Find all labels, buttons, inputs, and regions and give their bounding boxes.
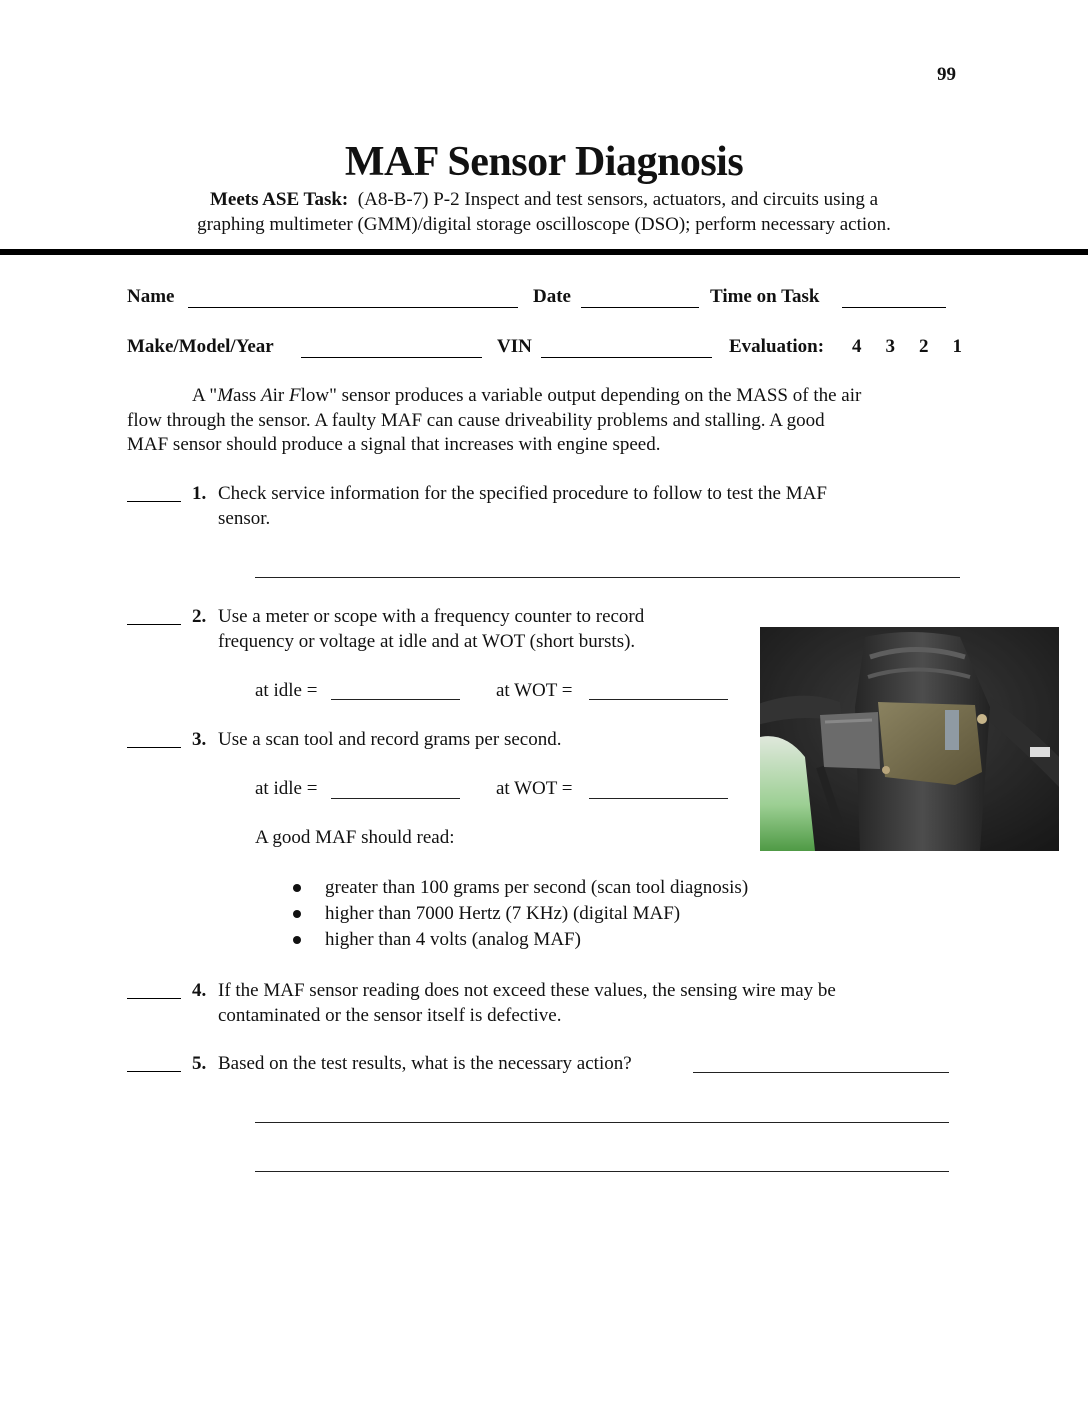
time-on-task-input[interactable]	[842, 287, 946, 308]
bullet-icon	[293, 936, 301, 944]
evaluation-label: Evaluation:	[729, 336, 825, 357]
evaluation-scores	[852, 336, 962, 358]
ase-task-line1: (A8-B-7) P-2 Inspect and test sensors, actuators, and circuits using a	[357, 189, 879, 210]
step-2-idle-label: at idle =	[255, 680, 318, 701]
bullet-icon	[293, 910, 301, 918]
ase-task-line2: graphing multimeter (GMM)/digital storage oscilloscope (DSO); perform necessary action.	[197, 214, 891, 235]
evaluation-score-4[interactable]: 4	[852, 336, 862, 357]
ase-task-label: Meets ASE Task:	[209, 189, 349, 210]
step-1-check-blank[interactable]	[127, 485, 181, 502]
step-5-text: Based on the test results, what is the necessary action?	[218, 1053, 632, 1074]
step-5-number: 5.	[192, 1053, 207, 1074]
step-5-answer-line-2[interactable]	[255, 1122, 949, 1123]
good-maf-list	[255, 875, 875, 953]
make-model-year-input[interactable]	[301, 337, 482, 358]
step-5-answer-line-1[interactable]	[693, 1072, 949, 1073]
step-3-wot-input[interactable]	[589, 798, 728, 799]
maf-sensor-photo	[760, 627, 1059, 851]
step-2-check-blank[interactable]	[127, 608, 181, 625]
good-maf-bullet: higher than 4 volts (analog MAF)	[255, 927, 875, 953]
vin-label: VIN	[497, 336, 532, 357]
maf-sensor-image	[760, 627, 1059, 851]
intro-line1: A "Mass Air Flow" sensor produces a variable output depending on the MASS of the air	[192, 385, 862, 406]
step-3-wot-label: at WOT =	[496, 778, 573, 799]
name-input[interactable]	[188, 287, 518, 308]
step-2-wot-label: at WOT =	[496, 680, 573, 701]
intro-line3: MAF sensor should produce a signal that increases with engine speed.	[127, 434, 661, 455]
vin-input[interactable]	[541, 337, 712, 358]
evaluation-score-2[interactable]: 2	[919, 336, 929, 357]
step-5-check-blank[interactable]	[127, 1055, 181, 1072]
step-1-answer-line[interactable]	[255, 577, 960, 578]
step-1-text: Check service information for the specified procedure to follow to test the MAF sensor.	[218, 483, 827, 529]
page-number: 99	[937, 64, 956, 85]
step-3-idle-input[interactable]	[331, 798, 460, 799]
time-on-task-label: Time on Task	[710, 286, 820, 307]
make-model-year-label: Make/Model/Year	[127, 336, 274, 357]
step-2-number: 2.	[192, 606, 207, 627]
step-2-wot-input[interactable]	[589, 699, 728, 700]
good-maf-bullet: higher than 7000 Hertz (7 KHz) (digital MAF)	[255, 901, 875, 927]
evaluation-score-3[interactable]: 3	[885, 336, 895, 357]
name-label: Name	[127, 286, 175, 307]
step-3-idle-label: at idle =	[255, 778, 318, 799]
step-3-check-blank[interactable]	[127, 731, 181, 748]
page-title: MAF Sensor Diagnosis	[344, 139, 744, 185]
step-4-text: If the MAF sensor reading does not exceed these values, the sensing wire may be contaminated or the sensor itself is defective.	[218, 980, 836, 1026]
step-4-check-blank[interactable]	[127, 982, 181, 999]
name-field	[127, 286, 174, 308]
step-2-text: Use a meter or scope with a frequency counter to record frequency or voltage at idle and at WOT (short bursts).	[218, 606, 645, 652]
step-1-number: 1.	[192, 483, 207, 504]
step-4-number: 4.	[192, 980, 207, 1001]
step-5-answer-line-3[interactable]	[255, 1171, 949, 1172]
date-input[interactable]	[581, 287, 699, 308]
bullet-icon	[293, 884, 301, 892]
ase-task	[60, 187, 1028, 237]
evaluation-score-1[interactable]: 1	[952, 336, 962, 357]
intro-line2: flow through the sensor. A faulty MAF can cause driveability problems and stalling. A good	[127, 409, 825, 431]
good-maf-heading: A good MAF should read:	[255, 827, 455, 848]
date-label: Date	[533, 286, 571, 307]
step-2-idle-input[interactable]	[331, 699, 460, 700]
step-3-number: 3.	[192, 729, 207, 750]
intro-paragraph	[127, 384, 967, 458]
good-maf-bullet: greater than 100 grams per second (scan tool diagnosis)	[255, 875, 875, 901]
header-divider	[0, 249, 1088, 255]
step-3-text: Use a scan tool and record grams per second.	[218, 729, 562, 750]
